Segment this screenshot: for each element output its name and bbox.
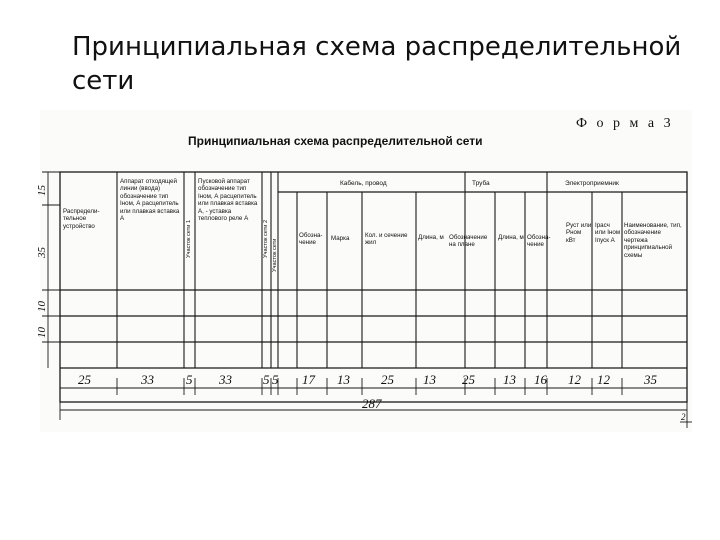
dim-row-1: 15	[36, 185, 48, 196]
dim-col-11: 25	[462, 372, 475, 387]
header-section-1: Участок сети 1	[186, 219, 192, 258]
dim-col-13: 16	[534, 372, 547, 387]
header-cable-brand: Марка	[331, 235, 350, 242]
dim-col-7: 17	[302, 372, 315, 387]
corner-mark: 2	[681, 412, 686, 422]
dim-col-16: 35	[644, 372, 657, 387]
header-pipe-designation: Обозначение на плане	[449, 234, 488, 249]
form-grid	[40, 110, 692, 432]
dim-col-3: 5	[186, 372, 193, 387]
dim-col-1: 25	[78, 372, 91, 387]
header-outgoing-apparatus: Аппарат отходящей линии (ввода) обозначение тип Iном, А расцепитель или плавкая вставка А	[120, 178, 180, 223]
header-receiver-current: Iрасч или Iном Iпуск А	[595, 222, 621, 244]
dim-col-12: 13	[503, 372, 516, 387]
form-label: Ф о р м а 3	[576, 116, 674, 131]
header-section-2: Участок сети 2	[263, 219, 269, 258]
document-title: Принципиальная схема распределительной сети	[188, 134, 483, 148]
dim-col-14: 12	[568, 372, 581, 387]
header-pipe-length: Длина, м	[498, 234, 524, 241]
header-cable-designation: Обозна-чение	[299, 232, 323, 247]
header-cable-cores: Кол. и сечение жил	[365, 232, 408, 247]
header-section-3: Участок сети	[272, 238, 278, 272]
dim-col-15: 12	[597, 372, 610, 387]
header-receiver-name: Наименование, тип, обозначение чертежа принципиальной схемы	[624, 222, 682, 259]
header-receiver-designation: Обозна-чение	[527, 234, 551, 249]
header-cable-length: Длина, м	[418, 234, 444, 241]
dim-total: 287	[362, 396, 382, 411]
scanned-form	[36, 110, 692, 432]
dim-row-3: 10	[36, 301, 48, 312]
header-receiver-power: Руст или Рном кВт	[566, 222, 592, 244]
group-cable: Кабель, провод	[340, 180, 387, 187]
dim-col-9: 25	[381, 372, 394, 387]
dim-col-4: 33	[219, 372, 232, 387]
dim-col-5: 5	[263, 372, 270, 387]
dim-row-2: 35	[36, 247, 48, 258]
slide-title: Принципиальная схема распределительной сети	[72, 32, 682, 96]
header-starting-apparatus: Пусковой аппарат обозначение тип Iном, А расцепитель или плавкая вставка А, - уставка теплового реле А	[198, 178, 258, 223]
dim-col-6: 5	[272, 372, 279, 387]
dim-col-2: 33	[141, 372, 154, 387]
dim-col-8: 13	[337, 372, 350, 387]
dim-row-4: 10	[36, 327, 48, 338]
header-distribution-device: Распредели-тельное устройство	[63, 208, 100, 230]
group-receiver: Электроприемник	[565, 180, 619, 187]
group-pipe: Труба	[472, 180, 490, 187]
dim-col-10: 13	[423, 372, 436, 387]
